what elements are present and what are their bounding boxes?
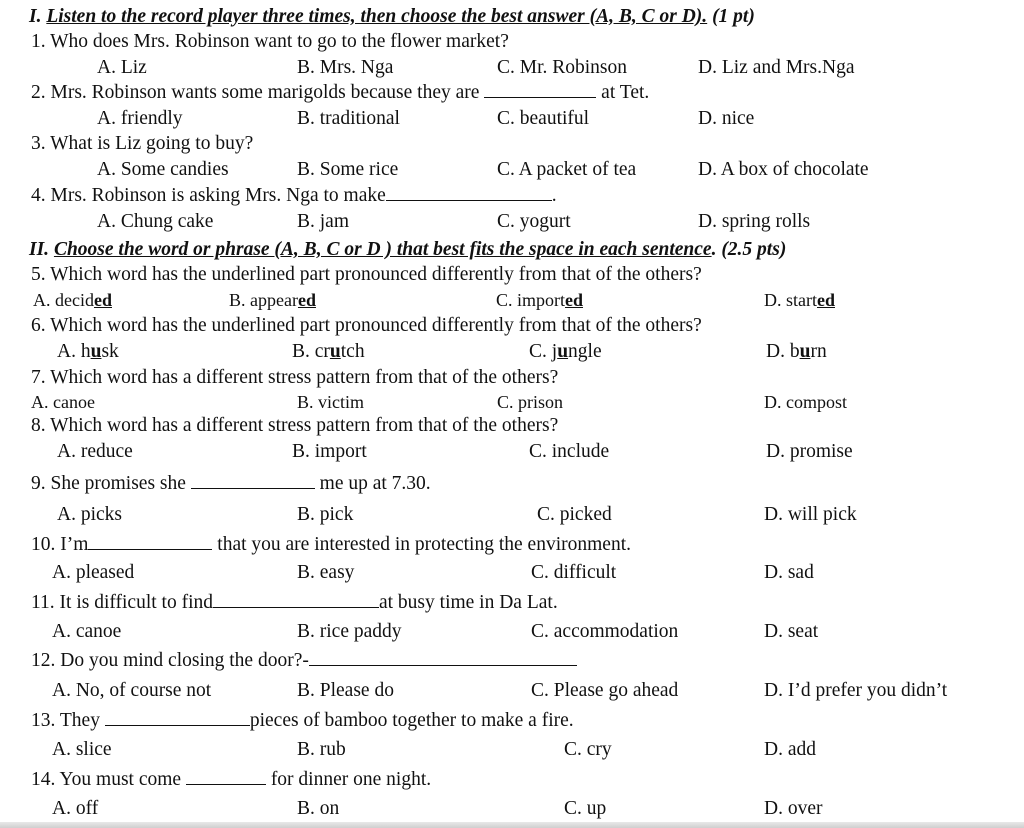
question-1: 1. Who does Mrs. Robinson want to go to the flower market?	[31, 31, 509, 52]
q14-text-after: for dinner one night.	[270, 769, 432, 790]
section-2-points: . (2.5 pts)	[711, 239, 787, 260]
question-3: 3. What is Liz going to buy?	[31, 133, 254, 154]
q10-option-d[interactable]: D. sad	[764, 562, 814, 583]
q11-option-b[interactable]: B. rice paddy	[297, 621, 402, 642]
question-13	[31, 711, 574, 731]
q11-text-after: at busy time in Da Lat.	[378, 592, 558, 613]
q1-option-b[interactable]: B. Mrs. Nga	[297, 57, 394, 78]
q7-option-c[interactable]: C. prison	[497, 392, 564, 412]
section-2-heading	[29, 240, 786, 260]
q2-option-d[interactable]: D. nice	[698, 108, 755, 129]
q12-option-c[interactable]: C. Please go ahead	[531, 680, 679, 701]
q5-option-c[interactable]	[496, 291, 583, 309]
q12-blank[interactable]	[309, 664, 577, 666]
q14-option-c[interactable]: C. up	[564, 798, 607, 819]
q13-text-after: pieces of bamboo together to make a fire.	[249, 710, 574, 731]
q6-a-underlined: u	[90, 341, 102, 362]
q7-option-a[interactable]: A. canoe	[31, 392, 95, 412]
q2-option-b[interactable]: B. traditional	[297, 108, 400, 129]
q7-option-d[interactable]: D. compost	[764, 392, 847, 412]
q11-option-a[interactable]: A. canoe	[52, 621, 122, 642]
q14-option-a[interactable]: A. off	[52, 798, 99, 819]
q2-option-a[interactable]: A. friendly	[97, 108, 183, 129]
q8-option-d[interactable]: D. promise	[766, 441, 853, 462]
q6-a-stem: A. h	[57, 341, 91, 362]
q8-option-b[interactable]: B. import	[292, 441, 367, 462]
q3-option-d[interactable]: D. A box of chocolate	[698, 159, 869, 180]
q5-b-stem: B. appear	[229, 290, 298, 310]
q13-blank[interactable]	[105, 724, 250, 726]
q3-option-c[interactable]: C. A packet of tea	[497, 159, 637, 180]
q8-option-c[interactable]: C. include	[529, 441, 610, 462]
q5-a-stem: A. decid	[33, 290, 94, 310]
q6-option-b[interactable]	[292, 342, 365, 362]
q14-option-d[interactable]: D. over	[764, 798, 823, 819]
q14-blank[interactable]	[186, 783, 266, 785]
q6-a-rest: sk	[101, 341, 119, 362]
q13-option-c[interactable]: C. cry	[564, 739, 612, 760]
q4-text-before: 4. Mrs. Robinson is asking Mrs. Nga to make	[31, 185, 386, 206]
question-4	[31, 186, 557, 206]
section-1-title: Listen to the record player three times, then choose the best answer (A, B, C or D).	[46, 6, 708, 27]
question-9	[31, 474, 431, 494]
q4-option-a[interactable]: A. Chung cake	[97, 211, 214, 232]
q10-option-a[interactable]: A. pleased	[52, 562, 135, 583]
question-5: 5. Which word has the underlined part pronounced differently from that of the others?	[31, 264, 702, 285]
q2-option-c[interactable]: C. beautiful	[497, 108, 590, 129]
q10-option-b[interactable]: B. easy	[297, 562, 355, 583]
q11-option-d[interactable]: D. seat	[764, 621, 819, 642]
q5-b-underlined: ed	[297, 290, 316, 310]
q1-option-c[interactable]: C. Mr. Robinson	[497, 57, 628, 78]
q9-option-d[interactable]: D. will pick	[764, 504, 857, 525]
q10-blank[interactable]	[88, 548, 212, 550]
page-bottom-edge	[0, 822, 1024, 828]
q9-option-b[interactable]: B. pick	[297, 504, 354, 525]
q3-option-a[interactable]: A. Some candies	[97, 159, 229, 180]
q13-option-a[interactable]: A. slice	[52, 739, 112, 760]
q6-b-underlined: u	[329, 341, 341, 362]
q6-option-c[interactable]	[529, 342, 602, 362]
q6-c-stem: C. j	[529, 341, 558, 362]
question-10	[31, 535, 631, 555]
q9-text-before: 9. She promises she	[31, 473, 186, 494]
q2-blank[interactable]	[484, 96, 596, 98]
q5-d-stem: D. start	[764, 290, 817, 310]
question-12	[31, 651, 577, 671]
q12-option-d[interactable]: D. I’d prefer you didn’t	[764, 680, 948, 701]
q12-option-a[interactable]: A. No, of course not	[52, 680, 212, 701]
q11-option-c[interactable]: C. accommodation	[531, 621, 679, 642]
q11-blank[interactable]	[213, 606, 379, 608]
q3-option-b[interactable]: B. Some rice	[297, 159, 399, 180]
question-14	[31, 770, 431, 790]
q6-b-rest: tch	[340, 341, 365, 362]
q4-blank[interactable]	[386, 199, 552, 201]
q12-text-before: 12. Do you mind closing the door?-	[31, 650, 309, 671]
q4-option-c[interactable]: C. yogurt	[497, 211, 571, 232]
section-1-heading	[29, 7, 755, 27]
q14-option-b[interactable]: B. on	[297, 798, 340, 819]
q6-d-rest: rn	[810, 341, 827, 362]
q1-option-d[interactable]: D. Liz and Mrs.Nga	[698, 57, 855, 78]
section-1-roman: I.	[29, 6, 42, 27]
q9-option-c[interactable]: C. picked	[537, 504, 612, 525]
q1-option-a[interactable]: A. Liz	[97, 57, 147, 78]
q5-c-underlined: ed	[565, 290, 584, 310]
q10-text-before: 10. I’m	[31, 534, 89, 555]
q9-blank[interactable]	[191, 487, 315, 489]
q4-option-b[interactable]: B. jam	[297, 211, 349, 232]
q5-option-b[interactable]	[229, 291, 316, 309]
q13-option-b[interactable]: B. rub	[297, 739, 346, 760]
q5-d-underlined: ed	[817, 290, 835, 310]
section-2-roman: II.	[29, 239, 50, 260]
question-11	[31, 593, 558, 613]
q6-b-stem: B. cr	[292, 341, 330, 362]
q5-option-a[interactable]	[33, 291, 112, 309]
q10-text-after: that you are interested in protecting the environment.	[217, 534, 631, 555]
question-8: 8. Which word has a different stress pattern from that of the others?	[31, 415, 559, 436]
question-7: 7. Which word has a different stress pattern from that of the others?	[31, 367, 559, 388]
q7-option-b[interactable]: B. victim	[297, 392, 364, 412]
q4-option-d[interactable]: D. spring rolls	[698, 211, 811, 232]
q10-option-c[interactable]: C. difficult	[531, 562, 617, 583]
q6-option-d[interactable]	[766, 342, 827, 362]
q2-text-after: at Tet.	[601, 82, 650, 103]
q6-d-stem: D. b	[766, 341, 800, 362]
q5-option-d[interactable]	[764, 291, 835, 309]
q9-option-a[interactable]: A. picks	[57, 504, 122, 525]
q6-option-a[interactable]	[57, 342, 119, 362]
question-6: 6. Which word has the underlined part pronounced differently from that of the others?	[31, 315, 702, 336]
q12-option-b[interactable]: B. Please do	[297, 680, 394, 701]
q6-d-underlined: u	[799, 341, 811, 362]
section-2-title: Choose the word or phrase (A, B, C or D ) that best fits the space in each sentence	[53, 239, 712, 260]
q13-text-before: 13. They	[31, 710, 100, 731]
q2-text-before: 2. Mrs. Robinson wants some marigolds because they are	[31, 82, 480, 103]
q13-option-d[interactable]: D. add	[764, 739, 816, 760]
q14-text-before: 14. You must come	[31, 769, 182, 790]
q5-a-underlined: ed	[93, 290, 112, 310]
question-2	[31, 83, 649, 103]
q9-text-after: me up at 7.30.	[319, 473, 431, 494]
q6-c-rest: ngle	[568, 341, 602, 362]
q8-option-a[interactable]: A. reduce	[57, 441, 133, 462]
q5-c-stem: C. import	[496, 290, 566, 310]
q4-text-after: .	[551, 185, 557, 206]
q11-text-before: 11. It is difficult to find	[31, 592, 213, 613]
section-1-points: (1 pt)	[712, 6, 755, 27]
q6-c-underlined: u	[557, 341, 569, 362]
